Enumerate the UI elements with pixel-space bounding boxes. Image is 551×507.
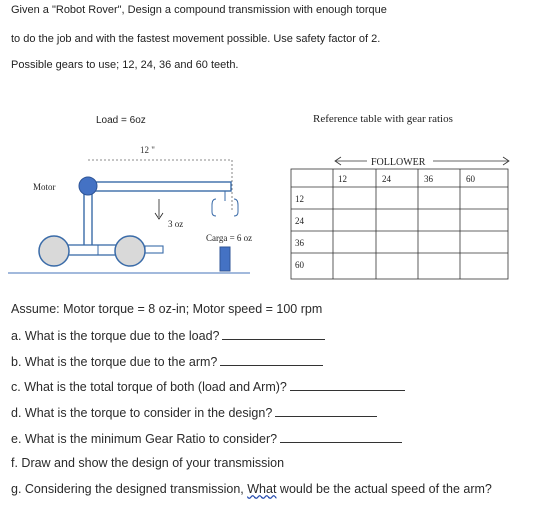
gripper [212, 199, 238, 216]
left-wheel [39, 236, 69, 266]
question-g-post: would be the actual speed of the arm? [276, 482, 492, 496]
question-e [11, 430, 402, 446]
intro-line-2: to do the job and with the fastest movement possible. Use safety factor of 2. [11, 33, 381, 45]
row-header-60: 60 [295, 260, 304, 270]
load-label: Load = 6oz [96, 115, 146, 126]
question-e-text: e. What is the minimum Gear Ratio to consider? [11, 432, 278, 446]
arm-weight-label: 3 oz [168, 219, 184, 229]
arm [88, 182, 231, 191]
col-header-12: 12 [338, 174, 347, 184]
robot-rover-diagram [0, 105, 300, 280]
row-header-12: 12 [295, 194, 304, 204]
length-label: 12 " [140, 145, 155, 155]
answer-d-field[interactable] [275, 404, 377, 417]
follower-label: FOLLOWER [371, 157, 426, 168]
question-f: f. Draw and show the design of your transmission [11, 456, 285, 470]
row-header-24: 24 [295, 216, 304, 226]
chassis-tail [145, 246, 163, 253]
load-block [220, 247, 230, 271]
question-c-text: c. What is the total torque of both (load and Arm)? [11, 380, 287, 394]
question-g-pre: g. Considering the designed transmission, [11, 482, 248, 496]
question-g-what: What [247, 482, 277, 496]
right-wheel [115, 236, 145, 266]
question-g [11, 482, 492, 496]
table-title: Reference table with gear ratios [313, 113, 453, 125]
row-header-36: 36 [295, 238, 304, 248]
motor-circle [79, 177, 97, 195]
col-header-60: 60 [466, 174, 475, 184]
motor-label: Motor [33, 182, 56, 192]
assume-line: Assume: Motor torque = 8 oz-in; Motor speed = 100 rpm [11, 302, 323, 316]
intro-line-3: Possible gears to use; 12, 24, 36 and 60 teeth. [11, 59, 239, 71]
question-d-text: d. What is the torque to consider in the design? [11, 406, 273, 420]
answer-e-field[interactable] [280, 430, 402, 443]
answer-a-field[interactable] [222, 327, 325, 340]
intro-line-1: Given a "Robot Rover", Design a compound transmission with enough torque [11, 4, 387, 16]
question-c [11, 378, 405, 394]
question-b-text: b. What is the torque due to the arm? [11, 355, 218, 369]
question-a [11, 327, 325, 343]
question-a-text: a. What is the torque due to the load? [11, 329, 220, 343]
col-header-36: 36 [424, 174, 433, 184]
col-header-24: 24 [382, 174, 391, 184]
answer-c-field[interactable] [290, 378, 405, 391]
answer-b-field[interactable] [220, 353, 323, 366]
support-post [84, 187, 92, 249]
question-d [11, 404, 377, 420]
gear-ratio-table [285, 105, 515, 280]
carga-label: Carga = 6 oz [206, 233, 253, 243]
question-b [11, 353, 323, 369]
